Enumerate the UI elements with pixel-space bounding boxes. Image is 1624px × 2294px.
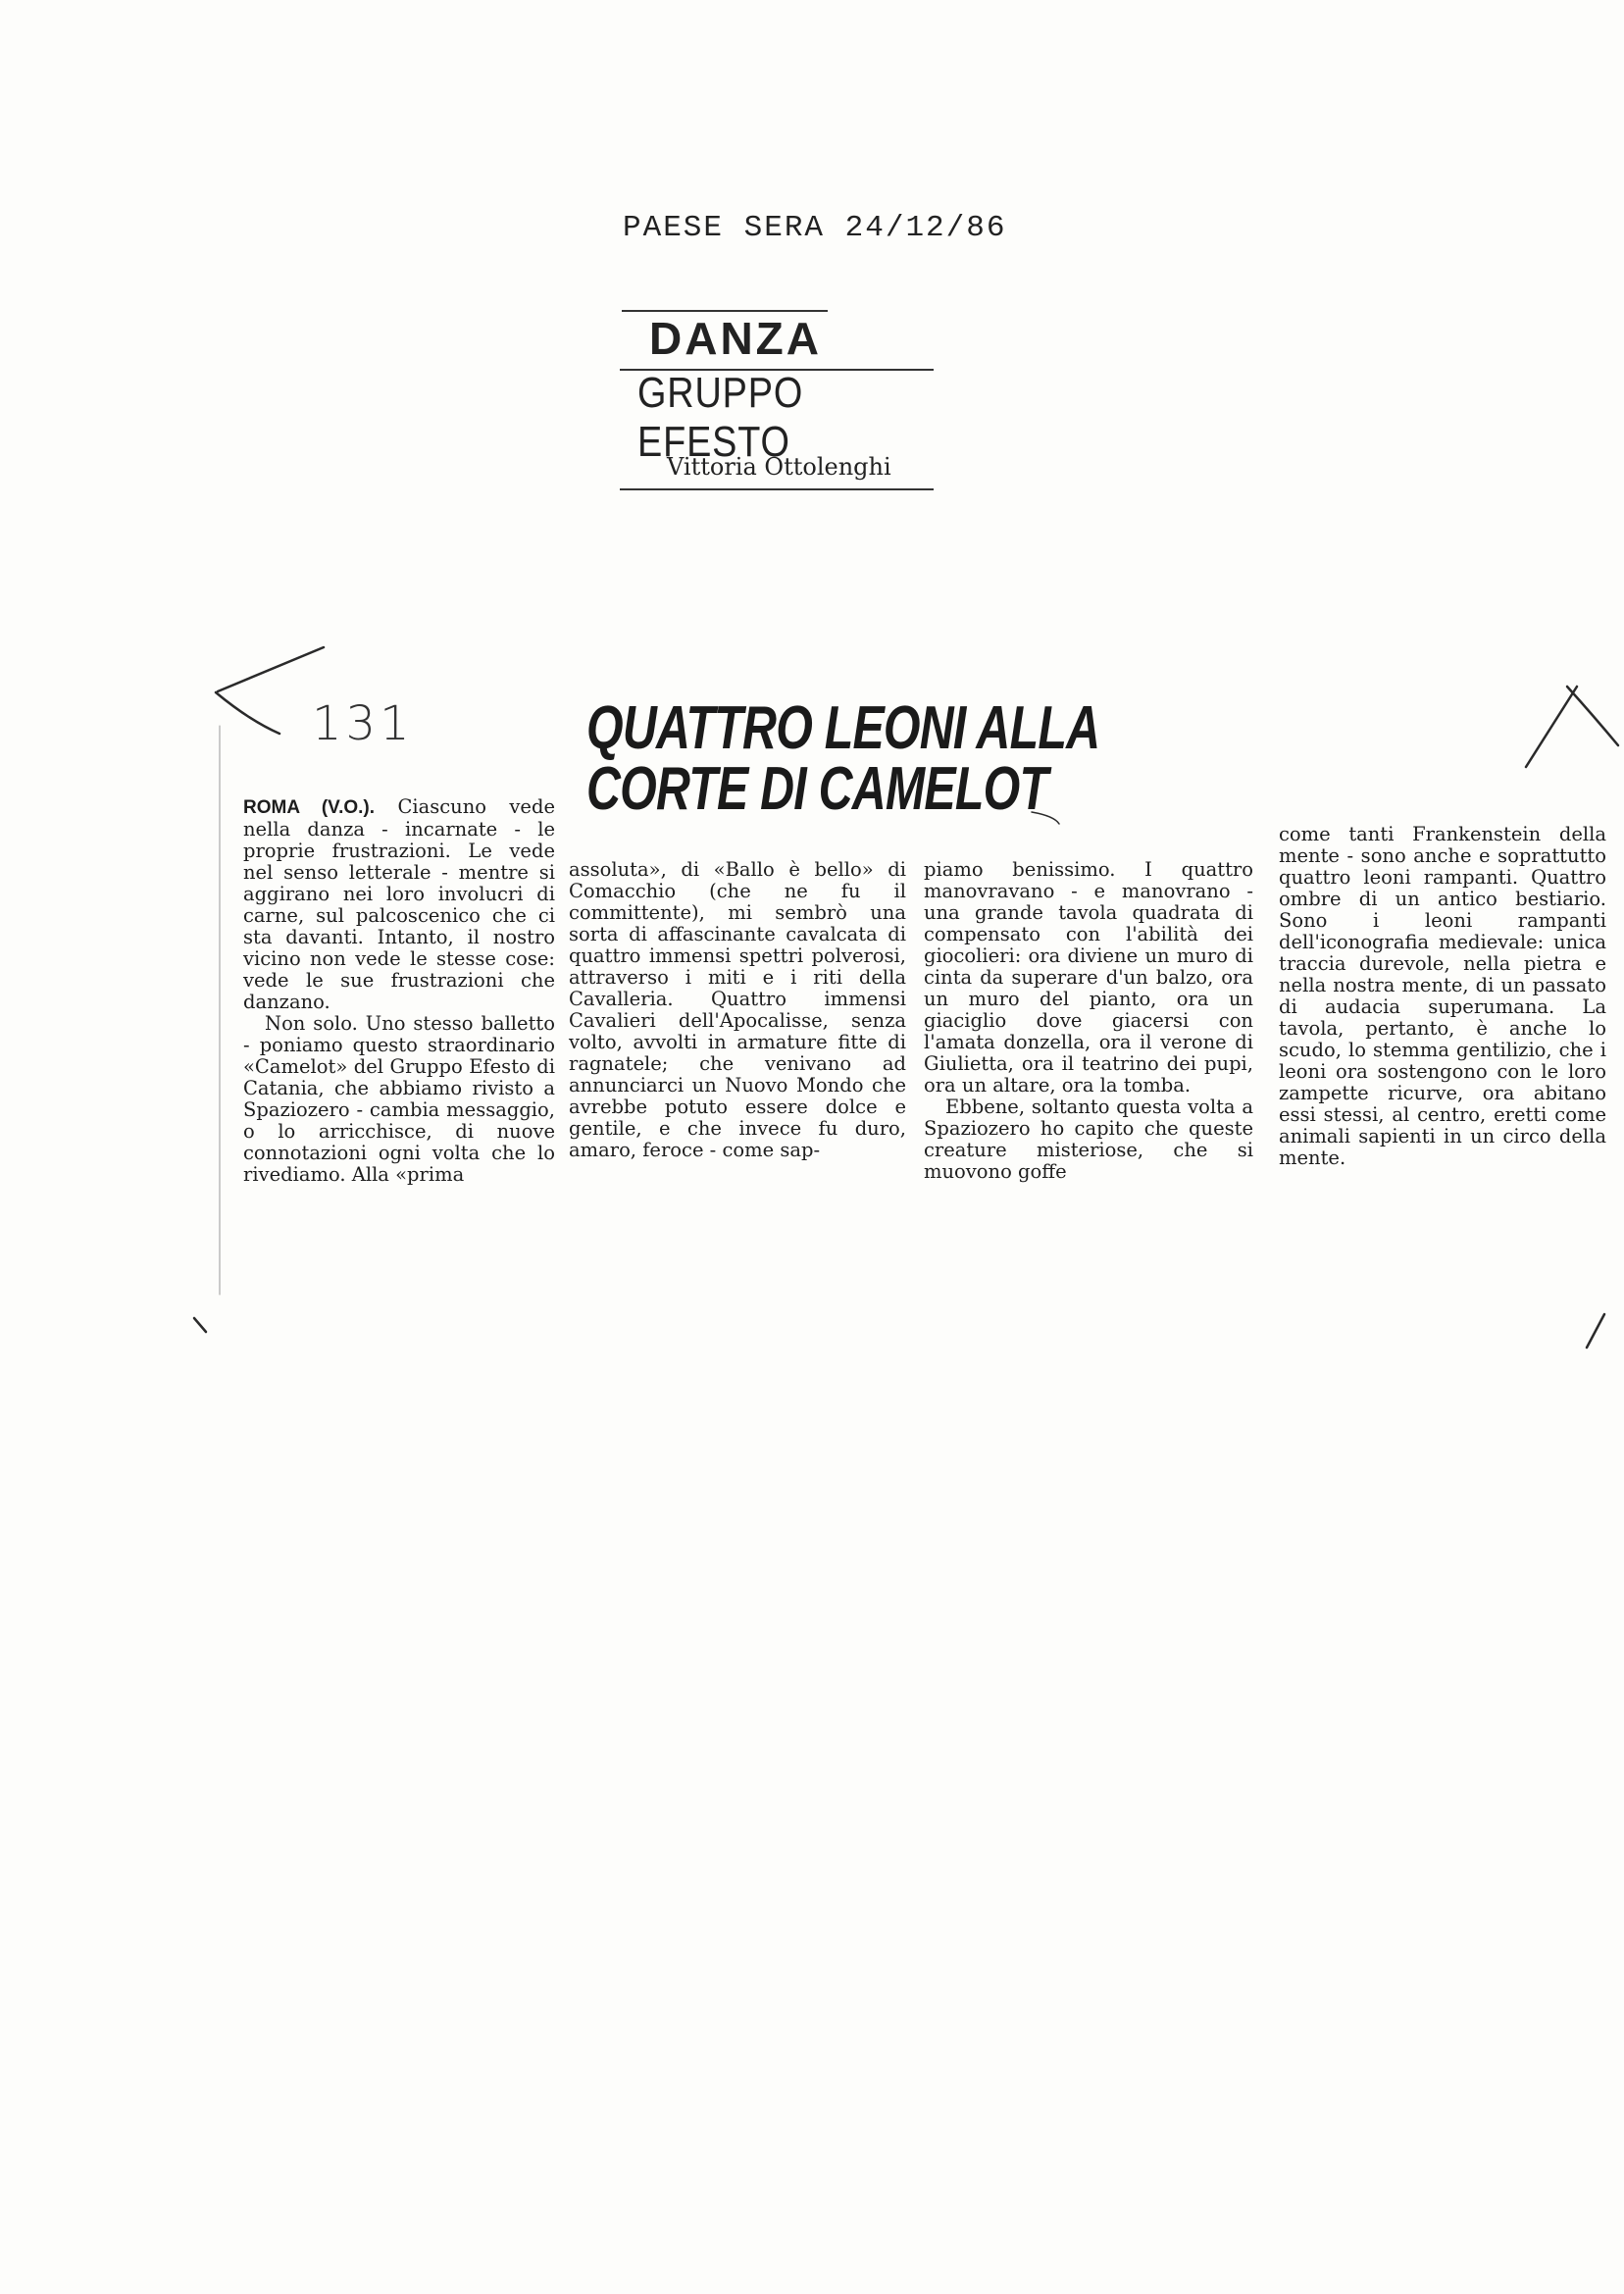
section-label: DANZA <box>649 313 822 364</box>
cross-mark-left-stroke-2 <box>216 692 279 734</box>
cross-mark-right-stroke-1 <box>1526 687 1577 767</box>
clip-number: 131 <box>312 696 414 751</box>
divider <box>620 488 934 490</box>
headline-line-2: CORTE DI CAMELOT <box>586 755 1048 823</box>
cross-mark-left-stroke-1 <box>218 647 324 691</box>
group-label: GRUPPO EFESTO <box>637 369 804 466</box>
paragraph: come tanti Frankenstein della mente - sono anche e soprattutto quattro leoni rampanti. Quattro ombre di un antico bestiario. Sono i leoni rampanti dell'iconografia medievale: unica traccia durevole, nella pietra e nella nostra mente, di un passato di audacia superumana. La tavola, pertanto, è anche lo scudo, lo stemma gentilizio, che i leoni ora sostengono con le loro zampette ricurve, ora abitano essi stessi, al centro, eretti come animali sapienti in un circo della mente. <box>1279 823 1606 1169</box>
article-column-4 <box>1279 824 1606 1169</box>
corner-mark-right <box>1587 1314 1604 1348</box>
article-headline <box>586 694 1100 823</box>
cross-mark-right-stroke-2 <box>1567 687 1618 745</box>
paragraph: Ebbene, soltanto questa volta a Spaziozero ho capito che queste creature misteriose, che si muovono goffe <box>924 1096 1253 1183</box>
section-label-box <box>620 306 934 492</box>
author-byline: Vittoria Ottolenghi <box>667 453 891 481</box>
article-column-1 <box>243 796 555 1186</box>
article-column-2 <box>569 859 906 1161</box>
paragraph: piamo benissimo. I quattro manovravano - e manovrano - una grande tavola quadrata di compensato con l'abilità dei giocolieri: ora diviene un muro di cinta da superare d'un balzo, ora un muro del pianto, ora un giaciglio dove giacersi con l'amata donzella, ora il verone di Giulietta, ora il teatrino dei pupi, ora un altare, ora la tomba. <box>924 858 1253 1096</box>
paragraph: Ciascuno vede nella danza - incarnate - le proprie frustrazioni. Le vede nel senso letterale - mentre si aggirano nei loro involucri di carne, sul palcoscenico che ci sta davanti. Intanto, il nostro vicino non vede le stesse cose: vede le sue frustrazioni che danzano. <box>243 795 555 1013</box>
dateline: ROMA (V.O.). <box>243 797 376 818</box>
corner-mark-left <box>194 1318 206 1332</box>
headline-line-1: QUATTRO LEONI ALLA <box>586 694 1100 762</box>
paragraph: Non solo. Uno stesso balletto - poniamo questo straordinario «Camelot» del Gruppo Efesto di Catania, che abbiamo rivisto a Spaziozero - cambia messaggio, o lo arricchisce, di nuove connotazioni ogni volta che lo rivediamo. Alla «prima <box>243 1012 555 1186</box>
article-column-3 <box>924 859 1253 1183</box>
paragraph: assoluta», di «Ballo è bello» di Comacchio (che ne fu il committente), mi sembrò una sorta di affascinante cavalcata di quattro immensi spettri polverosi, attraverso i miti e i riti della Cavalleria. Quattro immensi Cavalieri dell'Apocalisse, senza volto, avvolti in armature fitte di ragnatele; che venivano ad annunciarci un Nuovo Mondo che avrebbe potuto essere dolce e gentile, e che invece fu duro, amaro, feroce - come sap- <box>569 858 906 1161</box>
source-date-line: PAESE SERA 24/12/86 <box>623 211 1007 245</box>
